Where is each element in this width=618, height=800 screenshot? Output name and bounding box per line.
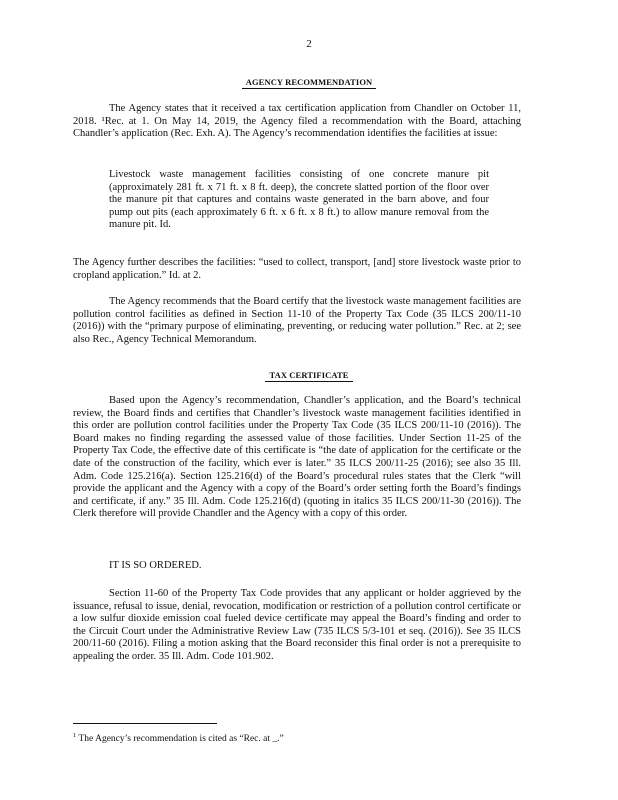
agency-recommendation-heading bbox=[0, 76, 618, 89]
footnote-mark: 1 bbox=[73, 732, 77, 739]
facilities-description-paragraph: The Agency further describes the facilities: “used to collect, transport, [and] store livestock waste prior to cropland application.” Id. at 2. bbox=[73, 257, 521, 281]
footnote-text: The Agency’s recommendation is cited as “Rec. at _.” bbox=[78, 734, 284, 745]
tax-heading-text: TAX CERTIFICATE bbox=[265, 370, 352, 382]
footnote-divider bbox=[73, 723, 217, 724]
facilities-block-quote: Livestock waste management facilities consisting of one concrete manure pit (approximately 281 ft. x 71 ft. x 8 ft. deep), the concrete slatted portion of the floor over the manure pit that captures and contains waste generated in the barn above, and four pump out pits (each approximately 6 ft. x 6 ft. x 8 ft.) to allow manure removal from the manure pit. Id. bbox=[109, 169, 489, 231]
tax-certificate-heading bbox=[0, 369, 618, 382]
page-number: 2 bbox=[306, 38, 312, 50]
agency-recommends-paragraph: The Agency recommends that the Board certify that the livestock waste management facilities are pollution control facilities as defined in Section 11-10 of the Property Tax Code (35 ILCS 200/11-10 (2016)) with the “primary purpose of eliminating, preventing, or reducing water pollution.” Rec. at 2; see also Rec., Agency Technical Memorandum. bbox=[73, 296, 521, 345]
agency-receipt-paragraph: The Agency states that it received a tax certification application from Chandler on October 11, 2018. ¹Rec. at 1. On May 14, 2019, the Agency filed a recommendation with the Board, attaching Chandler’s application (Rec. Exh. A). The Agency’s recommendation identifies the facilities at issue: bbox=[73, 103, 521, 140]
board-findings-paragraph: Based upon the Agency’s recommendation, Chandler’s application, and the Board’s technical review, the Board finds and certifies that Chandler’s livestock waste management facilities identified in this order are pollution control facilities under the Property Tax Code (35 ILCS 200/11-10 (2016)). The Board makes no finding regarding the assessed value of those facilities. Under Section 11-25 of the Property Tax Code, the effective date of this certificate is “the date of application for the certificate or the date of the construction of the facility, which ever is later.” 35 ILCS 200/11-25 (2016); see also 35 Ill. Adm. Code 125.216(a). Section 125.216(d) of the Board’s procedural rules states that the Clerk “will provide the applicant and the Agency with a copy of the Board’s order setting forth the Board’s findings and certificate, if any.” 35 Ill. Adm. Code 125.216(d) (quoting in italics 35 ILCS 200/11-30 (2016)). The Clerk therefore will provide Chandler and the Agency with a copy of this order. bbox=[73, 395, 521, 520]
footnote bbox=[73, 730, 521, 746]
appeal-rights-paragraph: Section 11-60 of the Property Tax Code provides that any applicant or holder aggrieved by the issuance, refusal to issue, denial, revocation, modification or restriction of a pollution control certificate or a low sulfur dioxide emission coal fueled device certificate may appeal the Board’s finding and order to the Circuit Court under the Administrative Review Law (735 ILCS 5/3-101 et seq. (2016)). See 35 ILCS 200/11-60 (2016). Filing a motion asking that the Board reconsider this final order is not a prerequisite to appealing the order. 35 Ill. Adm. Code 101.902. bbox=[73, 588, 521, 662]
agency-heading-text: AGENCY RECOMMENDATION bbox=[242, 77, 377, 89]
so-ordered-line: IT IS SO ORDERED. bbox=[109, 560, 202, 571]
